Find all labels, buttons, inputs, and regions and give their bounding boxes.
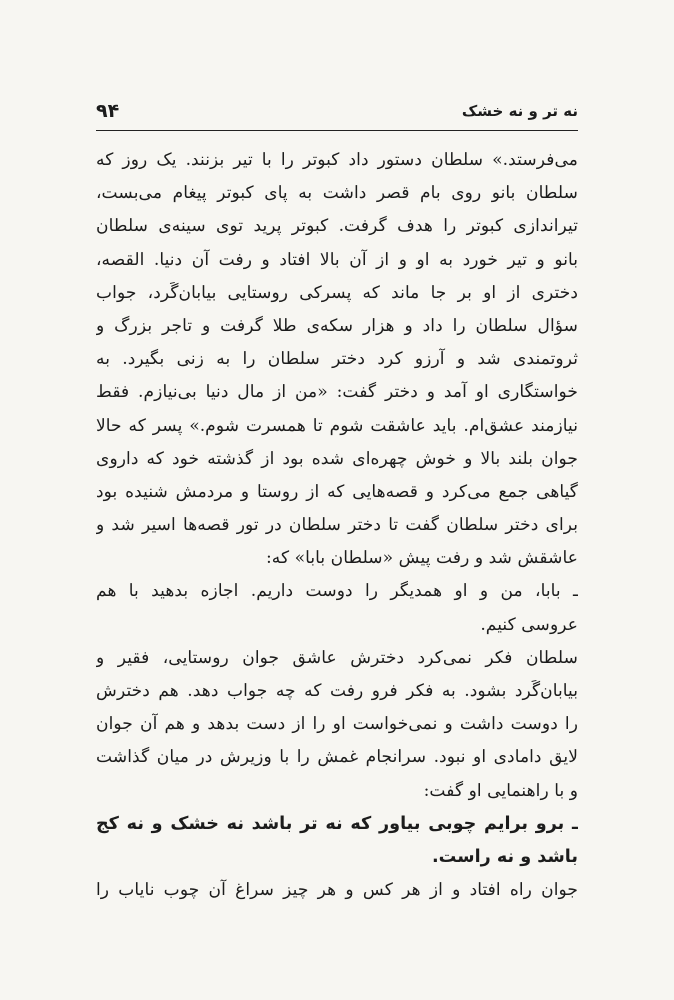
text-line: عاشقش شد و رفت پیش «سلطان بابا» که: (265, 548, 578, 569)
text-line: سؤال سلطان را داد و هزار سکه‌ی طلا گرفت و تاجر بزرگ و (96, 315, 578, 336)
header-rule (96, 130, 578, 131)
text-line: سلطان فکر نمی‌کرد دخترش عاشق جوان روستایی، فقیر و (96, 647, 578, 668)
text-line: ـ بابا، من و او همدیگر را دوست داریم. اجازه بدهید با هم (96, 581, 578, 602)
text-line: بانو و تیر خورد به او و از آن بالا افتاد و رفت آن دنیا. القصه، (96, 249, 578, 270)
text-line: باشد و نه راست. (431, 846, 578, 867)
body-text (96, 144, 578, 907)
text-line: بیابان‌گَرد بشود. به فکر فرو رفت که چه جواب دهد. هم دخترش (96, 681, 578, 701)
text-line: عروسی کنیم. (480, 614, 578, 635)
page-header (96, 96, 578, 126)
text-line: برای دختر سلطان گفت تا دختر سلطان در تور قصه‌ها اسیر شد و (96, 515, 578, 536)
text-line: را دوست داشت و نمی‌خواست او را از دست بدهد و هم آن جوان (96, 714, 578, 735)
text-line: ـ برو برایم چوبی بیاور که نه تر باشد نه خشک و نه کج (96, 813, 578, 834)
text-line: جوان راه افتاد و از هر کس و هر چیز سراغ آن چوب نایاب را (96, 880, 578, 901)
text-line: دختری از او بر جا ماند که پسرکی روستایی بیابان‌گَرد، جواب (96, 282, 578, 303)
text-line: لایق دامادی او نبود. سرانجام غمش را با وزیرش در میان گذاشت (96, 747, 578, 768)
text-line: ثروتمندی شد و آرزو کرد دختر سلطان را به زنی بگیرد. به (96, 349, 578, 370)
text-line: خواستگاری او آمد و دختر گفت: «من از مال دنیا بی‌نیازم. فقط (96, 382, 578, 403)
text-line: تیراندازی کبوتر را هدف گرفت. کبوتر پرید توی سینه‌ی سلطان (96, 216, 578, 237)
text-line: سلطان بانو روی بام قصر داشت به پای کبوتر پیغام می‌بست، (96, 183, 578, 204)
page-number: ۹۴ (96, 100, 120, 122)
text-line: می‌فرستد.» سلطان دستور داد کبوتر را با تیر بزنند. یک روز که (96, 150, 578, 170)
text-line: گیاهی جمع می‌کرد و قصه‌هایی که از روستا و مردمش شنیده بود (96, 481, 578, 502)
text-line: نیازمند عشق‌ام. باید عاشقت شوم تا همسرت شوم.» پسر که حالا (96, 415, 578, 436)
running-title: نه تر و نه خشک (461, 102, 578, 120)
text-line: و با راهنمایی او گفت: (423, 780, 578, 801)
text-line: جوان بلند بالا و خوش چهره‌ای شده بود از گذشته خود که داروی (96, 448, 578, 469)
